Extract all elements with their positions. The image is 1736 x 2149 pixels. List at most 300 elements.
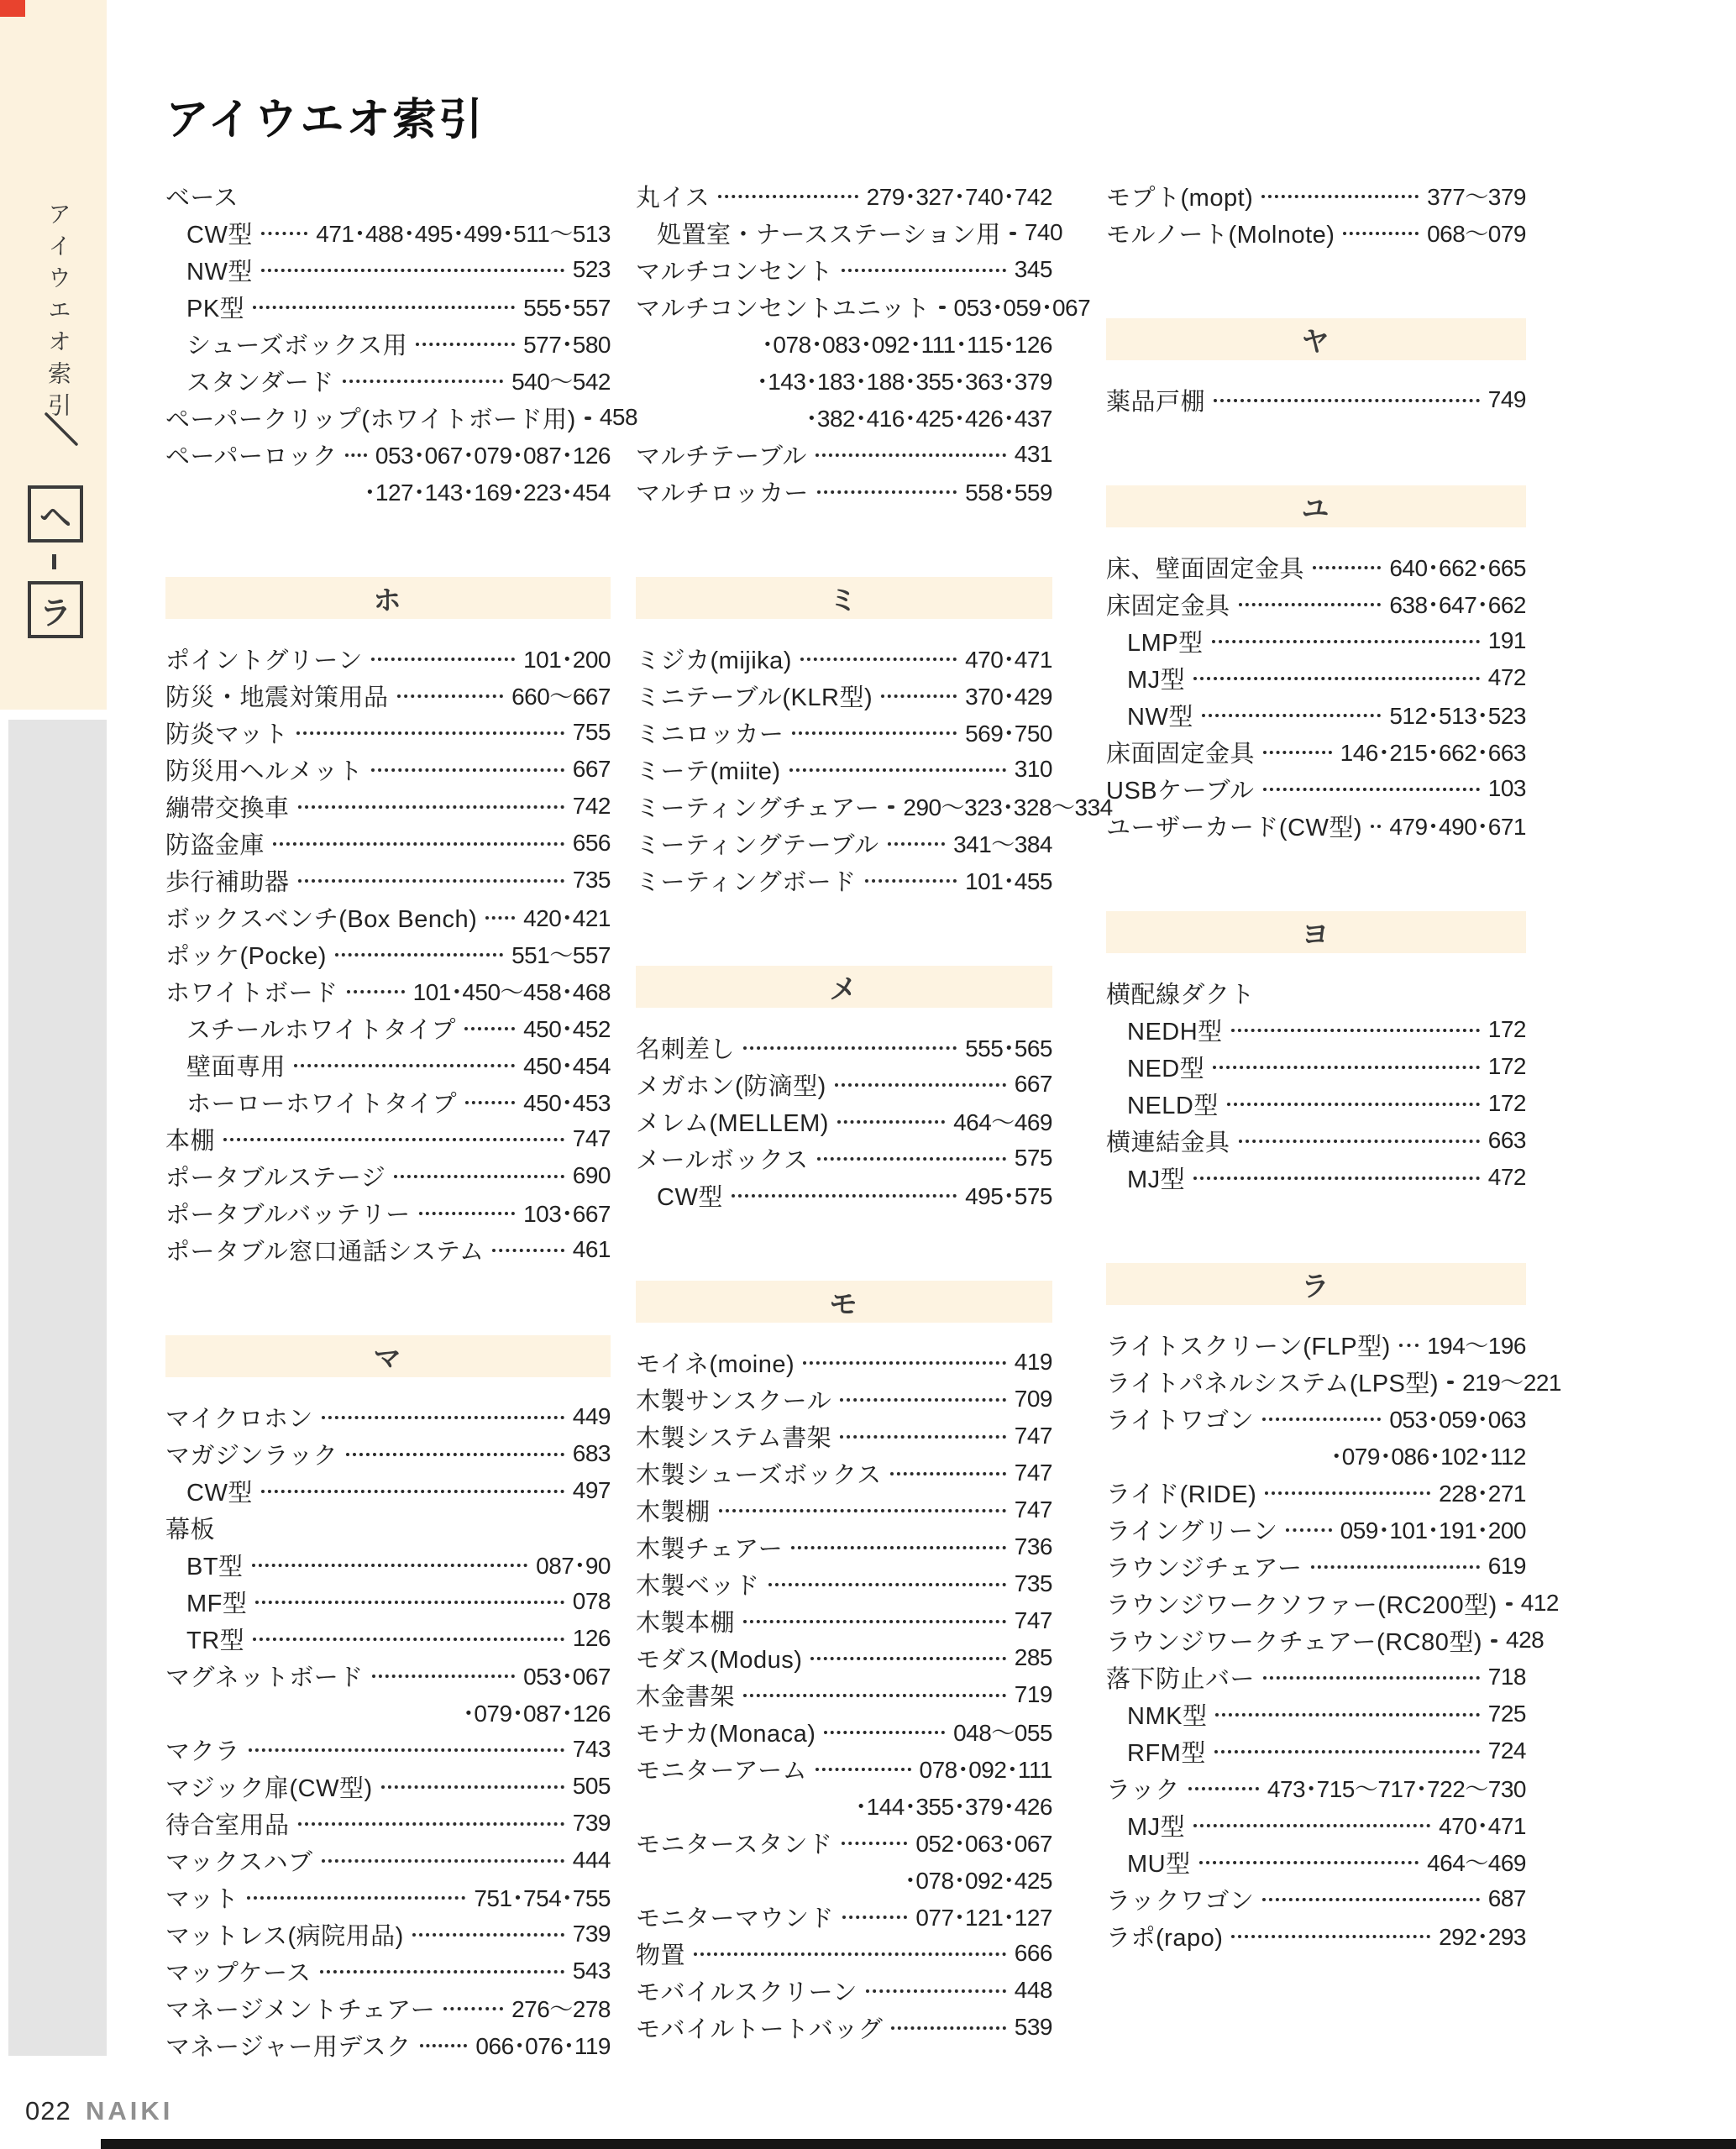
entry-label: ミーテ(miite) <box>636 757 781 785</box>
entry-page-numbers: 739 <box>572 1921 611 1947</box>
index-entry <box>165 288 611 325</box>
index-entry <box>165 399 638 436</box>
entry-leader-dots <box>420 2044 468 2047</box>
entry-label: 木金書架 <box>636 1683 736 1711</box>
index-entry <box>165 1046 611 1083</box>
entry-leader-dots <box>1239 1140 1480 1143</box>
entry-leader-dots <box>343 380 503 383</box>
entry-page-numbers: 747 <box>1014 1423 1052 1449</box>
index-entry <box>636 1177 1052 1213</box>
entry-page-numbers: 555・565 <box>965 1035 1052 1061</box>
kana-tab-ra-label: ラ <box>39 595 71 632</box>
index-entry <box>636 251 1052 288</box>
entry-label: モナカ(Monaca) <box>636 1720 816 1748</box>
index-entry <box>636 714 1052 751</box>
red-corner-mark <box>0 0 25 17</box>
entry-page-numbers: 101・200 <box>523 647 611 673</box>
kana-tab-he <box>28 485 83 542</box>
index-column-2 <box>636 177 1113 2046</box>
entry-label: ラック <box>1106 1776 1180 1804</box>
entry-leader-dots <box>1202 714 1382 717</box>
index-entry <box>165 214 611 251</box>
entry-page-numbers: 292・293 <box>1439 1924 1526 1950</box>
entry-leader-dots <box>891 2026 1005 2030</box>
entry-leader-dots <box>346 1453 564 1456</box>
index-entry <box>636 1713 1052 1750</box>
entry-leader-dots <box>1212 640 1480 643</box>
entry-page-numbers: 450・454 <box>523 1053 611 1079</box>
index-entry <box>1106 1085 1526 1122</box>
entry-label: マネージャー用デスク <box>165 2033 412 2061</box>
index-entry <box>165 640 611 677</box>
index-entry <box>1106 1548 1526 1585</box>
entry-page-numbers: 747 <box>1014 1607 1052 1633</box>
entry-label: NMK型 <box>1127 1702 1208 1730</box>
section-header-ヨ: ヨ <box>1106 911 1526 953</box>
entry-page-numbers: 431 <box>1014 441 1052 467</box>
entry-label: モニタースタンド <box>636 1831 833 1858</box>
entry-leader-dots <box>1199 1861 1419 1864</box>
entry-leader-dots <box>1399 1344 1419 1347</box>
entry-label: モバイルスクリーン <box>636 1979 858 2006</box>
index-entry <box>1106 1806 1526 1843</box>
entry-page-numbers: ・079・086・102・112 <box>1330 1444 1526 1470</box>
entry-leader-dots <box>1343 232 1419 235</box>
entry-leader-dots <box>732 1194 957 1198</box>
entry-label: メガホン(防滴型) <box>636 1072 826 1100</box>
entry-page-numbers: 543 <box>572 1958 611 1984</box>
entry-page-numbers: 575 <box>1014 1145 1052 1171</box>
entry-leader-dots <box>1371 825 1381 828</box>
index-entry <box>636 1898 1052 1935</box>
entry-page-numbers: ・078・083・092・111・115・126 <box>761 332 1052 358</box>
entry-leader-dots <box>347 990 405 993</box>
entry-leader-dots <box>412 1933 564 1937</box>
entry-label: ホーローホワイトタイプ <box>186 1090 458 1118</box>
entry-page-numbers: 377〜379 <box>1427 184 1526 210</box>
entry-label: CW型 <box>186 1479 253 1507</box>
entry-page-numbers: 660〜667 <box>511 684 611 710</box>
index-entry <box>1106 974 1526 1011</box>
index-entry <box>1106 1122 1526 1159</box>
index-entry <box>1106 381 1526 418</box>
index-entry <box>165 862 611 899</box>
entry-leader-dots <box>835 1083 1006 1087</box>
entry-leader-dots <box>443 2007 503 2010</box>
entry-label: MJ型 <box>1127 1166 1186 1193</box>
index-entry <box>636 1029 1052 1066</box>
entry-label: ラウンジワークチェアー(RC80型) <box>1106 1628 1482 1656</box>
index-entry <box>165 1398 611 1435</box>
entry-label: 木製本棚 <box>636 1609 736 1637</box>
entry-leader-dots <box>253 306 515 309</box>
index-entry <box>165 714 611 751</box>
entry-label: ラポ(rapo) <box>1106 1924 1224 1952</box>
entry-page-numbers: 464〜469 <box>953 1109 1052 1135</box>
entry-leader-dots <box>837 1120 945 1124</box>
entry-leader-dots <box>865 879 957 883</box>
entry-leader-dots <box>1263 751 1332 754</box>
index-entry <box>1106 1622 1545 1659</box>
index-entry <box>636 1491 1052 1528</box>
entry-leader-dots <box>1286 1528 1331 1532</box>
index-entry <box>1106 1769 1526 1806</box>
entry-leader-dots <box>840 1398 1006 1402</box>
entry-label: モルノート(Molnote) <box>1106 221 1335 249</box>
entry-leader-dots <box>743 1046 957 1050</box>
entry-label: ユーザーカード(CW型) <box>1106 814 1363 841</box>
left-gray-strip <box>8 720 107 2056</box>
index-entry <box>1106 1400 1526 1437</box>
entry-label: 横連結金具 <box>1106 1129 1230 1156</box>
entry-page-numbers: 640・662・665 <box>1389 555 1526 581</box>
entry-label: 本棚 <box>165 1127 216 1155</box>
index-entry <box>165 1989 611 2026</box>
entry-page-numbers: 471・488・495・499・511〜513 <box>316 221 611 247</box>
section-header-モ: モ <box>636 1281 1052 1323</box>
index-entry <box>1106 1159 1526 1196</box>
index-entry <box>636 2009 1052 2046</box>
entry-page-numbers: 412 <box>1520 1590 1559 1616</box>
section-header-ユ: ユ <box>1106 485 1526 527</box>
entry-label: ミーティングボード <box>636 868 857 896</box>
entry-page-numbers: 458 <box>599 404 638 430</box>
entry-leader-dots <box>1193 677 1480 680</box>
entry-leader-dots <box>1188 1787 1259 1790</box>
index-entry <box>636 1639 1052 1676</box>
entry-page-numbers: 194〜196 <box>1427 1333 1526 1359</box>
entry-leader-dots <box>1506 1602 1513 1606</box>
index-entry-continuation <box>165 473 611 510</box>
entry-leader-dots <box>345 453 366 457</box>
index-entry <box>1106 585 1526 622</box>
entry-leader-dots <box>1214 399 1480 402</box>
entry-page-numbers: 053・067 <box>523 1664 611 1690</box>
entry-page-numbers: 739 <box>572 1810 611 1836</box>
kana-tab-he-label: ヘ <box>39 500 71 536</box>
index-entry <box>1106 177 1526 214</box>
entry-page-numbers: 667 <box>1014 1071 1052 1097</box>
index-entry <box>165 1231 611 1268</box>
entry-label: マットレス(病院用品) <box>165 1922 404 1950</box>
index-entry <box>636 288 1091 325</box>
index-entry <box>165 1731 611 1768</box>
entry-page-numbers: 068〜079 <box>1427 221 1526 247</box>
index-entry <box>1106 1843 1526 1880</box>
entry-label: マルチテーブル <box>636 443 807 470</box>
entry-leader-dots <box>1311 1565 1480 1569</box>
entry-label: ミニロッカー <box>636 721 784 748</box>
entry-page-numbers: 146・215・662・663 <box>1340 740 1526 766</box>
entry-label: ミニテーブル(KLR型) <box>636 684 873 711</box>
entry-leader-dots <box>842 269 1006 272</box>
entry-page-numbers: 718 <box>1487 1664 1526 1690</box>
index-entry <box>165 1120 611 1157</box>
entry-leader-dots <box>322 1859 564 1863</box>
entry-leader-dots <box>247 1896 465 1900</box>
entry-page-numbers: 743 <box>572 1736 611 1762</box>
entry-page-numbers: 512・513・523 <box>1389 703 1526 729</box>
entry-page-numbers: 428 <box>1506 1627 1545 1653</box>
entry-leader-dots <box>1193 1824 1430 1827</box>
entry-leader-dots <box>1263 788 1480 791</box>
entry-label: ホワイトボード <box>165 979 338 1007</box>
entry-page-numbers: 683 <box>572 1440 611 1466</box>
entry-leader-dots <box>416 343 515 346</box>
entry-label: RFM型 <box>1127 1739 1206 1767</box>
entry-page-numbers: 755 <box>572 719 611 745</box>
entry-leader-dots <box>1491 1639 1497 1643</box>
footer-bottom-bar <box>101 2139 1736 2149</box>
entry-page-numbers: 172 <box>1487 1016 1526 1042</box>
index-entry <box>636 751 1052 788</box>
entry-leader-dots <box>394 1175 564 1178</box>
entry-page-numbers: 742 <box>572 793 611 819</box>
entry-label: MJ型 <box>1127 1813 1186 1841</box>
entry-leader-dots <box>252 1564 528 1567</box>
entry-label: 壁面専用 <box>186 1053 286 1081</box>
entry-page-numbers: 077・121・127 <box>915 1905 1052 1931</box>
entry-leader-dots <box>492 1249 564 1252</box>
index-entry <box>636 436 1052 473</box>
entry-label: CW型 <box>186 221 253 249</box>
entry-page-numbers: 078 <box>572 1588 611 1614</box>
index-entry <box>165 1435 611 1472</box>
index-entry <box>1106 770 1526 807</box>
entry-label: ライド(RIDE) <box>1106 1481 1257 1508</box>
entry-leader-dots <box>249 1748 564 1752</box>
entry-page-numbers: 666 <box>1014 1940 1052 1966</box>
index-entry <box>636 177 1052 214</box>
index-entry-continuation <box>1106 1437 1526 1474</box>
entry-page-numbers: 444 <box>572 1847 611 1873</box>
index-entry <box>165 1879 611 1916</box>
page-title: アイウエオ索引 <box>165 96 485 144</box>
index-entry <box>1106 733 1526 770</box>
entry-label: ラウンジチェアー <box>1106 1554 1303 1582</box>
entry-leader-dots <box>261 1490 564 1493</box>
entry-label: 木製シューズボックス <box>636 1461 882 1489</box>
entry-leader-dots <box>261 269 564 272</box>
diagonal-slash-icon <box>42 410 81 453</box>
entry-label: 丸イス <box>636 184 711 212</box>
entry-label: 物置 <box>636 1942 686 1969</box>
entry-label: マップケース <box>165 1959 312 1987</box>
kana-tab-ra <box>28 581 83 638</box>
entry-page-numbers: 663 <box>1487 1127 1526 1153</box>
entry-leader-dots <box>817 1157 1006 1161</box>
entry-label: モニターマウンド <box>636 1905 835 1932</box>
entry-leader-dots <box>803 1361 1006 1365</box>
index-entry <box>636 473 1052 510</box>
index-entry <box>165 1083 611 1120</box>
entry-page-numbers: 052・063・067 <box>915 1831 1052 1857</box>
entry-page-numbers: 735 <box>572 867 611 893</box>
index-entry <box>636 825 1052 862</box>
index-entry <box>636 788 1113 825</box>
index-entry <box>1106 1696 1526 1732</box>
entry-leader-dots <box>298 805 564 809</box>
entry-page-numbers: 472 <box>1487 1164 1526 1190</box>
entry-label: ラックワゴン <box>1106 1887 1255 1915</box>
footer-brand-logo: NAIKI <box>86 2096 174 2125</box>
entry-page-numbers: 450・452 <box>523 1016 611 1042</box>
index-entry-continuation <box>636 362 1052 399</box>
index-entry <box>1106 659 1526 696</box>
entry-label: マルチコンセント <box>636 258 833 286</box>
index-entry <box>1106 1363 1561 1400</box>
entry-label: 床、壁面固定金具 <box>1106 555 1305 583</box>
entry-page-numbers: 053・067・079・087・126 <box>375 443 611 469</box>
entry-leader-dots <box>939 306 946 309</box>
entry-page-numbers: 497 <box>572 1477 611 1503</box>
entry-label: 繃帯交換車 <box>165 794 290 822</box>
index-entry <box>1106 622 1526 659</box>
entry-leader-dots <box>322 1416 564 1419</box>
entry-leader-dots <box>810 1657 1005 1660</box>
entry-label: ポッケ(Pocke) <box>165 942 327 970</box>
entry-label: NEDH型 <box>1127 1018 1223 1046</box>
index-entry <box>1106 1585 1559 1622</box>
entry-leader-dots <box>273 842 564 846</box>
entry-leader-dots <box>1261 195 1419 198</box>
entry-leader-dots <box>1263 1676 1480 1680</box>
entry-leader-dots <box>261 232 307 235</box>
entry-page-numbers: 736 <box>1014 1533 1052 1559</box>
entry-label: ポータブルステージ <box>165 1164 386 1192</box>
entry-leader-dots <box>842 1842 908 1845</box>
entry-page-numbers: 479・490・671 <box>1389 814 1526 840</box>
entry-label: マジック扉(CW型) <box>165 1774 373 1802</box>
entry-leader-dots <box>1239 603 1382 606</box>
entry-leader-dots <box>791 1546 1006 1549</box>
entry-page-numbers: 555・557 <box>523 295 611 321</box>
entry-leader-dots <box>465 1101 515 1104</box>
entry-label: マガジンラック <box>165 1442 338 1470</box>
footer-page-number: 022 <box>25 2096 71 2125</box>
index-entry <box>165 325 611 362</box>
entry-page-numbers: 551〜557 <box>511 942 611 968</box>
entry-leader-dots <box>824 1731 945 1734</box>
index-entry <box>636 1824 1052 1861</box>
entry-leader-dots <box>298 879 564 883</box>
index-entry <box>165 1620 611 1657</box>
entry-leader-dots <box>253 1638 564 1641</box>
index-entry <box>165 1546 611 1583</box>
entry-page-numbers: 569・750 <box>965 721 1052 747</box>
entry-page-numbers: 539 <box>1014 2014 1052 2040</box>
entry-page-numbers: 619 <box>1487 1553 1526 1579</box>
entry-leader-dots <box>768 1583 1006 1586</box>
entry-page-numbers: 747 <box>1014 1460 1052 1486</box>
entry-page-numbers: 719 <box>1014 1681 1052 1707</box>
entry-label: ポータブルバッテリー <box>165 1201 411 1229</box>
index-entry <box>165 2026 611 2063</box>
entry-page-numbers: 048〜055 <box>953 1720 1052 1746</box>
index-entry <box>1106 1880 1526 1917</box>
entry-leader-dots <box>1227 1103 1480 1106</box>
index-entry <box>165 1657 611 1694</box>
index-entry <box>165 788 611 825</box>
index-entry <box>165 1157 611 1194</box>
entry-label: 防炎マット <box>165 721 289 748</box>
entry-page-numbers: 747 <box>572 1125 611 1151</box>
entry-page-numbers: 370・429 <box>965 684 1052 710</box>
kana-tab-separator <box>52 554 56 569</box>
entry-page-numbers: ・143・183・188・355・363・379 <box>756 369 1052 395</box>
entry-leader-dots <box>372 1675 515 1678</box>
index-entry <box>165 436 611 473</box>
entry-leader-dots <box>1313 566 1381 569</box>
entry-leader-dots <box>419 1212 515 1215</box>
entry-page-numbers: 472 <box>1487 664 1526 690</box>
entry-page-numbers: 667 <box>572 756 611 782</box>
entry-leader-dots <box>816 453 1006 457</box>
entry-page-numbers: 420・421 <box>523 905 611 931</box>
entry-page-numbers: 464〜469 <box>1427 1850 1526 1876</box>
entry-page-numbers: 449 <box>572 1403 611 1429</box>
index-entry-continuation <box>636 1787 1052 1824</box>
entry-page-numbers: 470・471 <box>965 647 1052 673</box>
entry-page-numbers: 473・715〜717・722〜730 <box>1267 1776 1526 1802</box>
index-entry <box>165 751 611 788</box>
index-entry <box>636 1972 1052 2009</box>
entry-page-numbers: 053・059・063 <box>1389 1407 1526 1433</box>
entry-label: マット <box>165 1885 239 1913</box>
entry-page-numbers: 558・559 <box>965 480 1052 506</box>
entry-label: ライングリーン <box>1106 1517 1278 1545</box>
index-entry-continuation <box>636 325 1052 362</box>
entry-label: 幕板 <box>165 1516 216 1544</box>
entry-page-numbers: 450・453 <box>523 1090 611 1116</box>
entry-label: ペーパークリップ(ホワイトボード用) <box>165 406 576 433</box>
entry-label: LMP型 <box>1127 629 1204 657</box>
index-entry <box>1106 1011 1526 1048</box>
entry-label: ミーティングチェアー <box>636 794 880 822</box>
entry-label: スタンダード <box>186 369 334 396</box>
entry-page-numbers: 172 <box>1487 1090 1526 1116</box>
entry-leader-dots <box>255 1601 564 1604</box>
index-entry <box>1106 807 1526 844</box>
entry-label: TR型 <box>186 1627 245 1654</box>
entry-label: ペーパーロック <box>165 443 338 470</box>
index-entry-continuation <box>165 1694 611 1731</box>
entry-label: ライトパネルシステム(LPS型) <box>1106 1370 1440 1397</box>
entry-leader-dots <box>1231 1935 1430 1938</box>
entry-page-numbers: 087・90 <box>536 1553 611 1579</box>
entry-label: 待合室用品 <box>165 1811 290 1839</box>
index-entry <box>1106 1732 1526 1769</box>
entry-page-numbers: 219〜221 <box>1462 1370 1561 1396</box>
entry-leader-dots <box>743 1620 1006 1623</box>
entry-leader-dots <box>866 1989 1006 1993</box>
entry-label: 処置室・ナースステーション用 <box>657 221 1001 249</box>
entry-label: 床固定金具 <box>1106 592 1230 620</box>
entry-label: 歩行補助器 <box>165 868 290 896</box>
entry-leader-dots <box>1214 1750 1480 1753</box>
index-entry <box>636 1676 1052 1713</box>
entry-label: ラウンジワークソファー(RC200型) <box>1106 1591 1497 1619</box>
entry-leader-dots <box>223 1138 564 1141</box>
entry-page-numbers: ・079・087・126 <box>462 1701 611 1727</box>
entry-label: 木製ベッド <box>636 1572 760 1600</box>
entry-page-numbers: 656 <box>572 830 611 856</box>
entry-leader-dots <box>371 768 564 772</box>
entry-leader-dots <box>1231 1029 1480 1032</box>
section-header-マ: マ <box>165 1335 611 1377</box>
entry-label: モバイルトートバッグ <box>636 2015 884 2043</box>
index-entry <box>1106 1326 1526 1363</box>
